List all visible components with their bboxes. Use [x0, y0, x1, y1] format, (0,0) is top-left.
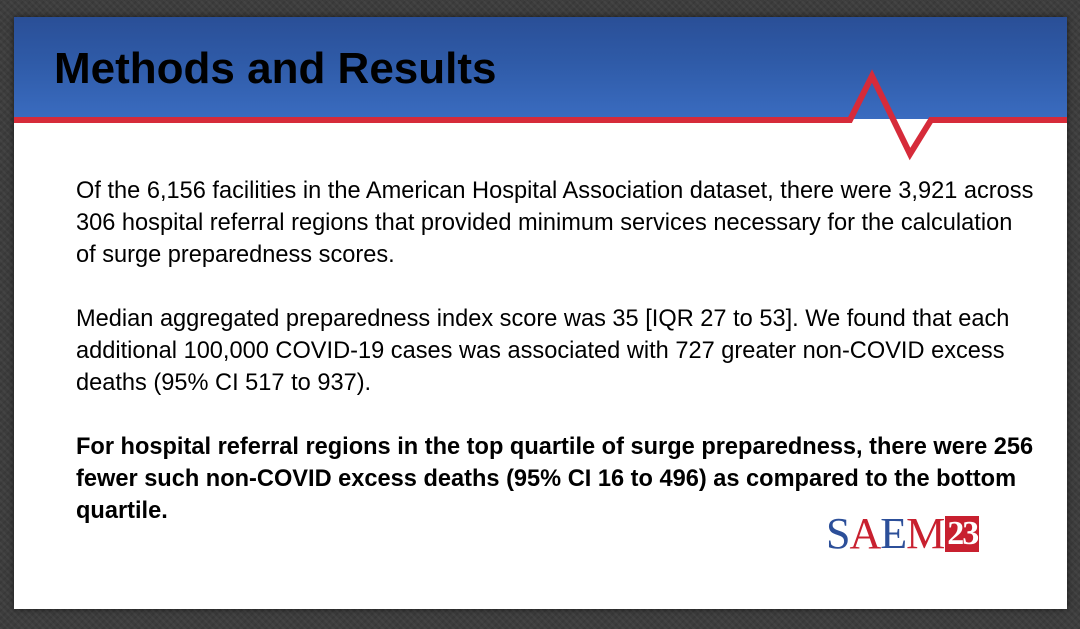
- logo-year-badge: 23: [947, 515, 978, 552]
- slide-title: Methods and Results: [54, 44, 497, 93]
- paragraph-median-score: Median aggregated preparedness index score was 35 [IQR 27 to 53]. We found that each additional 100,000 COVID-19 cases was associated with 727 greater non-COVID excess deaths (95% CI 517 to 937).: [76, 306, 1010, 396]
- paragraph-key-finding: For hospital referral regions in the top quartile of surge preparedness, there were 256 fewer such non-COVID excess deaths (95% CI 16 to 496) as compared to the bottom quartile.: [76, 434, 1034, 524]
- slide-body: [76, 175, 1036, 527]
- heartbeat-line-graphic: [14, 17, 1067, 177]
- slide: [14, 17, 1067, 609]
- logo-wordmark: SAEM: [826, 509, 945, 558]
- saem23-logo: [826, 509, 979, 558]
- paragraph-facilities: Of the 6,156 facilities in the American Hospital Association dataset, there were 3,921 across 306 hospital referral regions that provided minimum services necessary for the calculation of surge preparedness scores.: [76, 178, 1034, 268]
